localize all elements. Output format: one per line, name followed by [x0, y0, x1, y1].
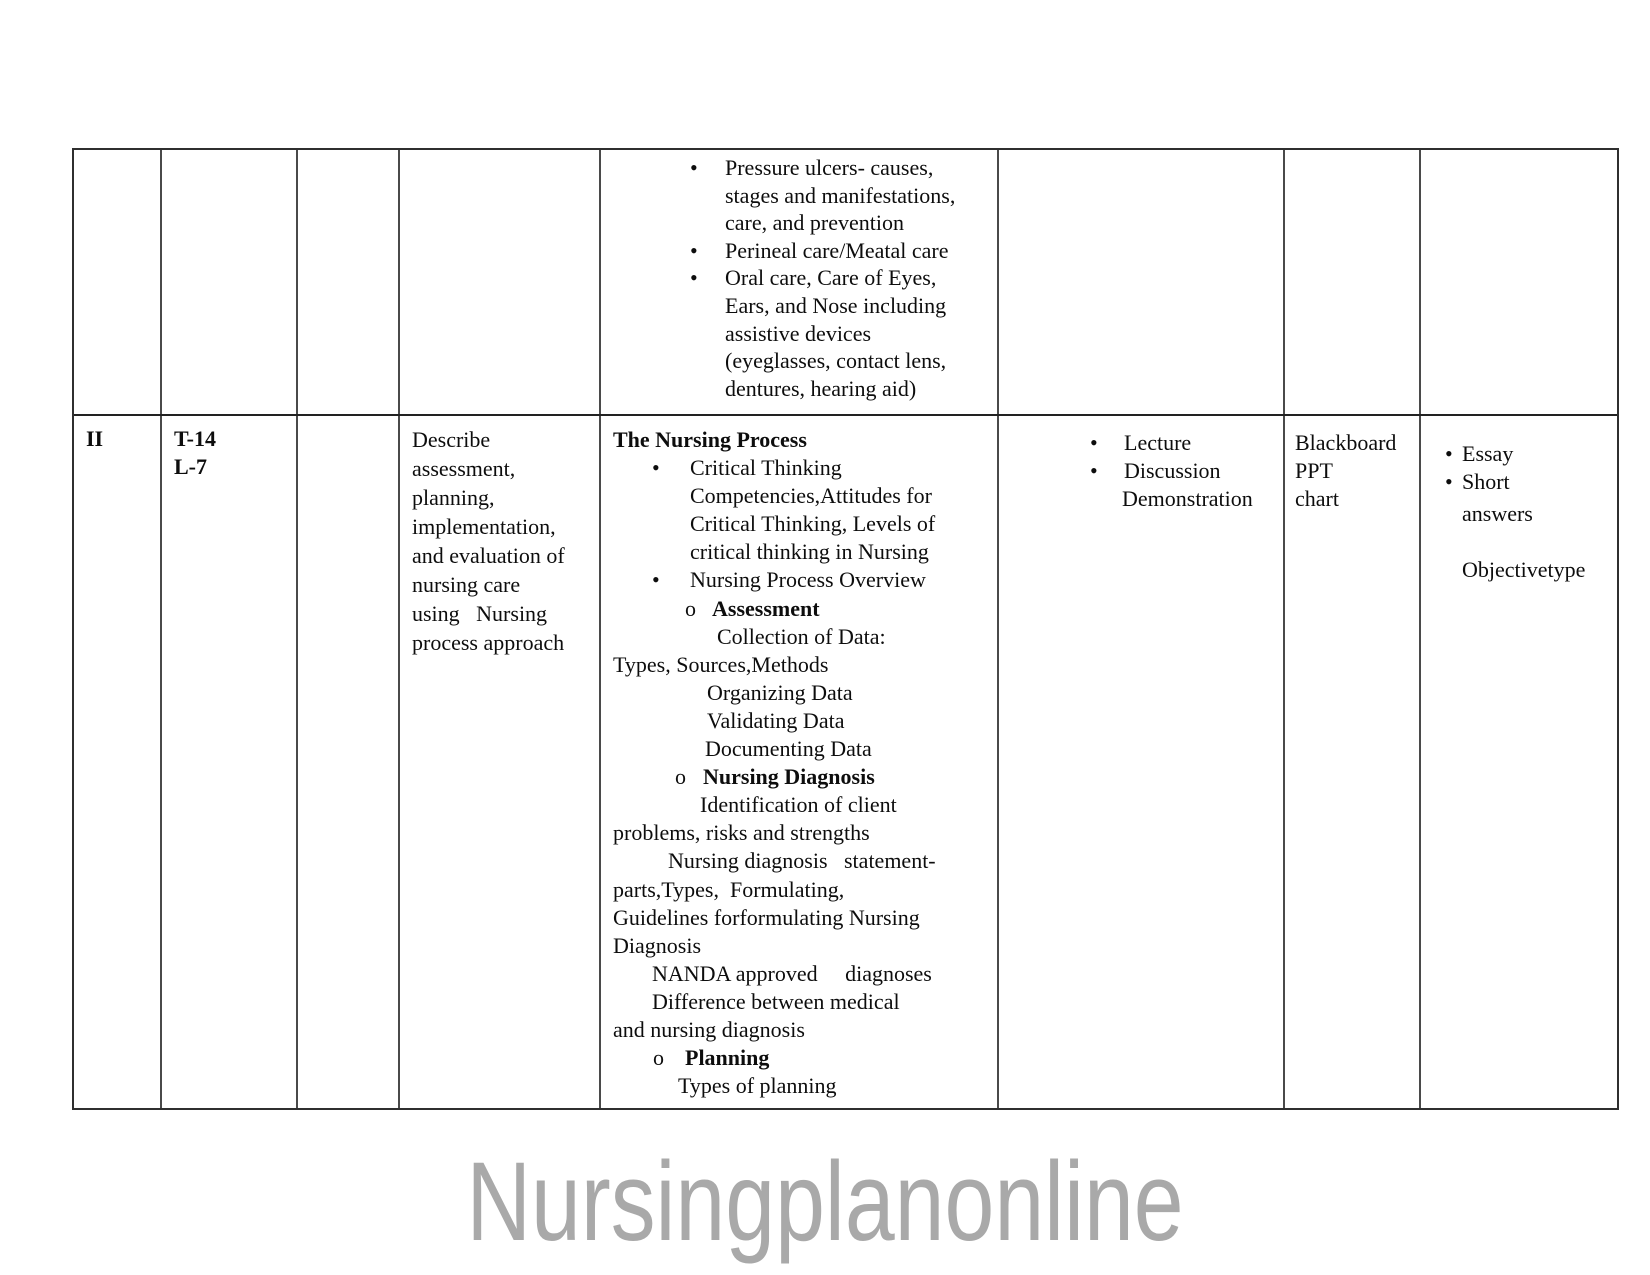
cell-assessment-methods — [1421, 440, 1619, 584]
grid-line — [296, 150, 298, 1108]
content-line: and nursing diagnosis — [613, 1016, 805, 1042]
content-line: planning, — [412, 485, 495, 510]
content-line: • Short — [1445, 469, 1510, 494]
content-line: Diagnosis — [613, 932, 701, 958]
circle-marker: o — [675, 764, 686, 790]
content-line: • Essay — [1445, 441, 1514, 466]
content-line: • Lecture — [1090, 430, 1192, 455]
bullet-marker: • — [652, 455, 660, 481]
content-line: Describe — [412, 427, 491, 452]
grid-line — [1283, 150, 1285, 1108]
circle-marker: o — [685, 595, 696, 621]
bullet-marker: • — [1445, 469, 1453, 494]
bullet-marker: • — [1090, 458, 1098, 483]
content-line: critical thinking in Nursing — [690, 539, 929, 565]
content-line: Types, Sources,Methods — [613, 651, 829, 677]
content-line: Competencies,Attitudes for — [690, 483, 932, 509]
cell-av-aids — [1285, 429, 1419, 513]
content-line: Blackboard — [1295, 430, 1397, 455]
content-line: care, and prevention — [725, 210, 904, 236]
cell-objectives — [400, 425, 599, 657]
bullet-marker: • — [690, 155, 698, 180]
row-divider-line — [74, 414, 1617, 416]
content-line: Identification of client — [700, 792, 897, 818]
bullet-marker: • — [690, 265, 698, 291]
cell-unit-number — [74, 425, 160, 453]
content-line: II — [86, 426, 104, 451]
content-line: using Nursing — [412, 601, 548, 626]
content-line: Ears, and Nose including — [725, 292, 947, 318]
bullet-marker: • — [1090, 430, 1098, 455]
content-line: Guidelines forformulating Nursing — [613, 904, 920, 930]
content-line: Collection of Data: — [717, 623, 886, 649]
cell-hours — [162, 425, 296, 481]
content-line: process approach — [412, 630, 565, 655]
content-line: o Planning — [601, 1044, 997, 1072]
content-line: (eyeglasses, contact lens, — [725, 348, 947, 374]
content-line: o Assessment — [601, 595, 997, 623]
content-line: The Nursing Process — [613, 427, 807, 452]
content-line: implementation, — [412, 514, 556, 539]
content-line: • Pressure ulcers- causes, — [690, 155, 934, 180]
content-line: • Nursing Process Overview — [601, 566, 997, 594]
grid-line — [160, 150, 162, 1108]
content-line: T-14 — [174, 426, 216, 451]
content-line: dentures, hearing aid) — [725, 375, 917, 401]
content-line: parts,Types, Formulating, — [613, 876, 845, 902]
grid-line — [1419, 150, 1421, 1108]
content-line: stages and manifestations, — [725, 182, 956, 208]
content-line: nursing care — [412, 572, 521, 597]
cell-course-content-row2 — [601, 426, 997, 1100]
content-line: • Discussion — [1090, 458, 1221, 483]
content-line: Critical Thinking, Levels of — [690, 511, 936, 537]
bullet-marker: • — [690, 237, 698, 263]
circle-marker: o — [653, 1045, 664, 1071]
content-line: and evaluation of — [412, 543, 565, 568]
watermark: Nursingplanonline — [466, 1139, 1184, 1264]
content-line: problems, risks and strengths — [613, 820, 870, 846]
content-line: o Nursing Diagnosis — [601, 763, 997, 791]
cell-teaching-methods — [999, 429, 1283, 513]
content-line: • Perineal care/Meatal care — [690, 237, 949, 263]
content-line: NANDA approved diagnoses — [652, 960, 932, 986]
content-line: Documenting Data — [705, 736, 872, 762]
content-line: L-7 — [174, 454, 207, 479]
content-line: Nursing diagnosis statement- — [668, 848, 936, 874]
content-line: Types of planning — [678, 1073, 837, 1099]
content-line: assessment, — [412, 456, 516, 481]
content-line: assistive devices — [725, 320, 872, 346]
content-line: chart — [1295, 486, 1339, 511]
bullet-marker: • — [652, 567, 660, 593]
bullet-marker: • — [1445, 441, 1453, 466]
content-line: PPT — [1295, 458, 1333, 483]
content-line: • Critical Thinking — [601, 454, 997, 482]
content-line: Objectivetype — [1462, 557, 1586, 582]
content-line: answers — [1462, 501, 1533, 526]
content-line: Organizing Data — [707, 679, 853, 705]
content-line: Validating Data — [707, 707, 845, 733]
cell-course-content-row1 — [601, 154, 999, 402]
content-line: • Oral care, Care of Eyes, — [690, 265, 937, 291]
content-line: Difference between medical — [652, 988, 900, 1014]
curriculum-table — [72, 148, 1619, 1110]
content-line: Demonstration — [1122, 486, 1253, 511]
